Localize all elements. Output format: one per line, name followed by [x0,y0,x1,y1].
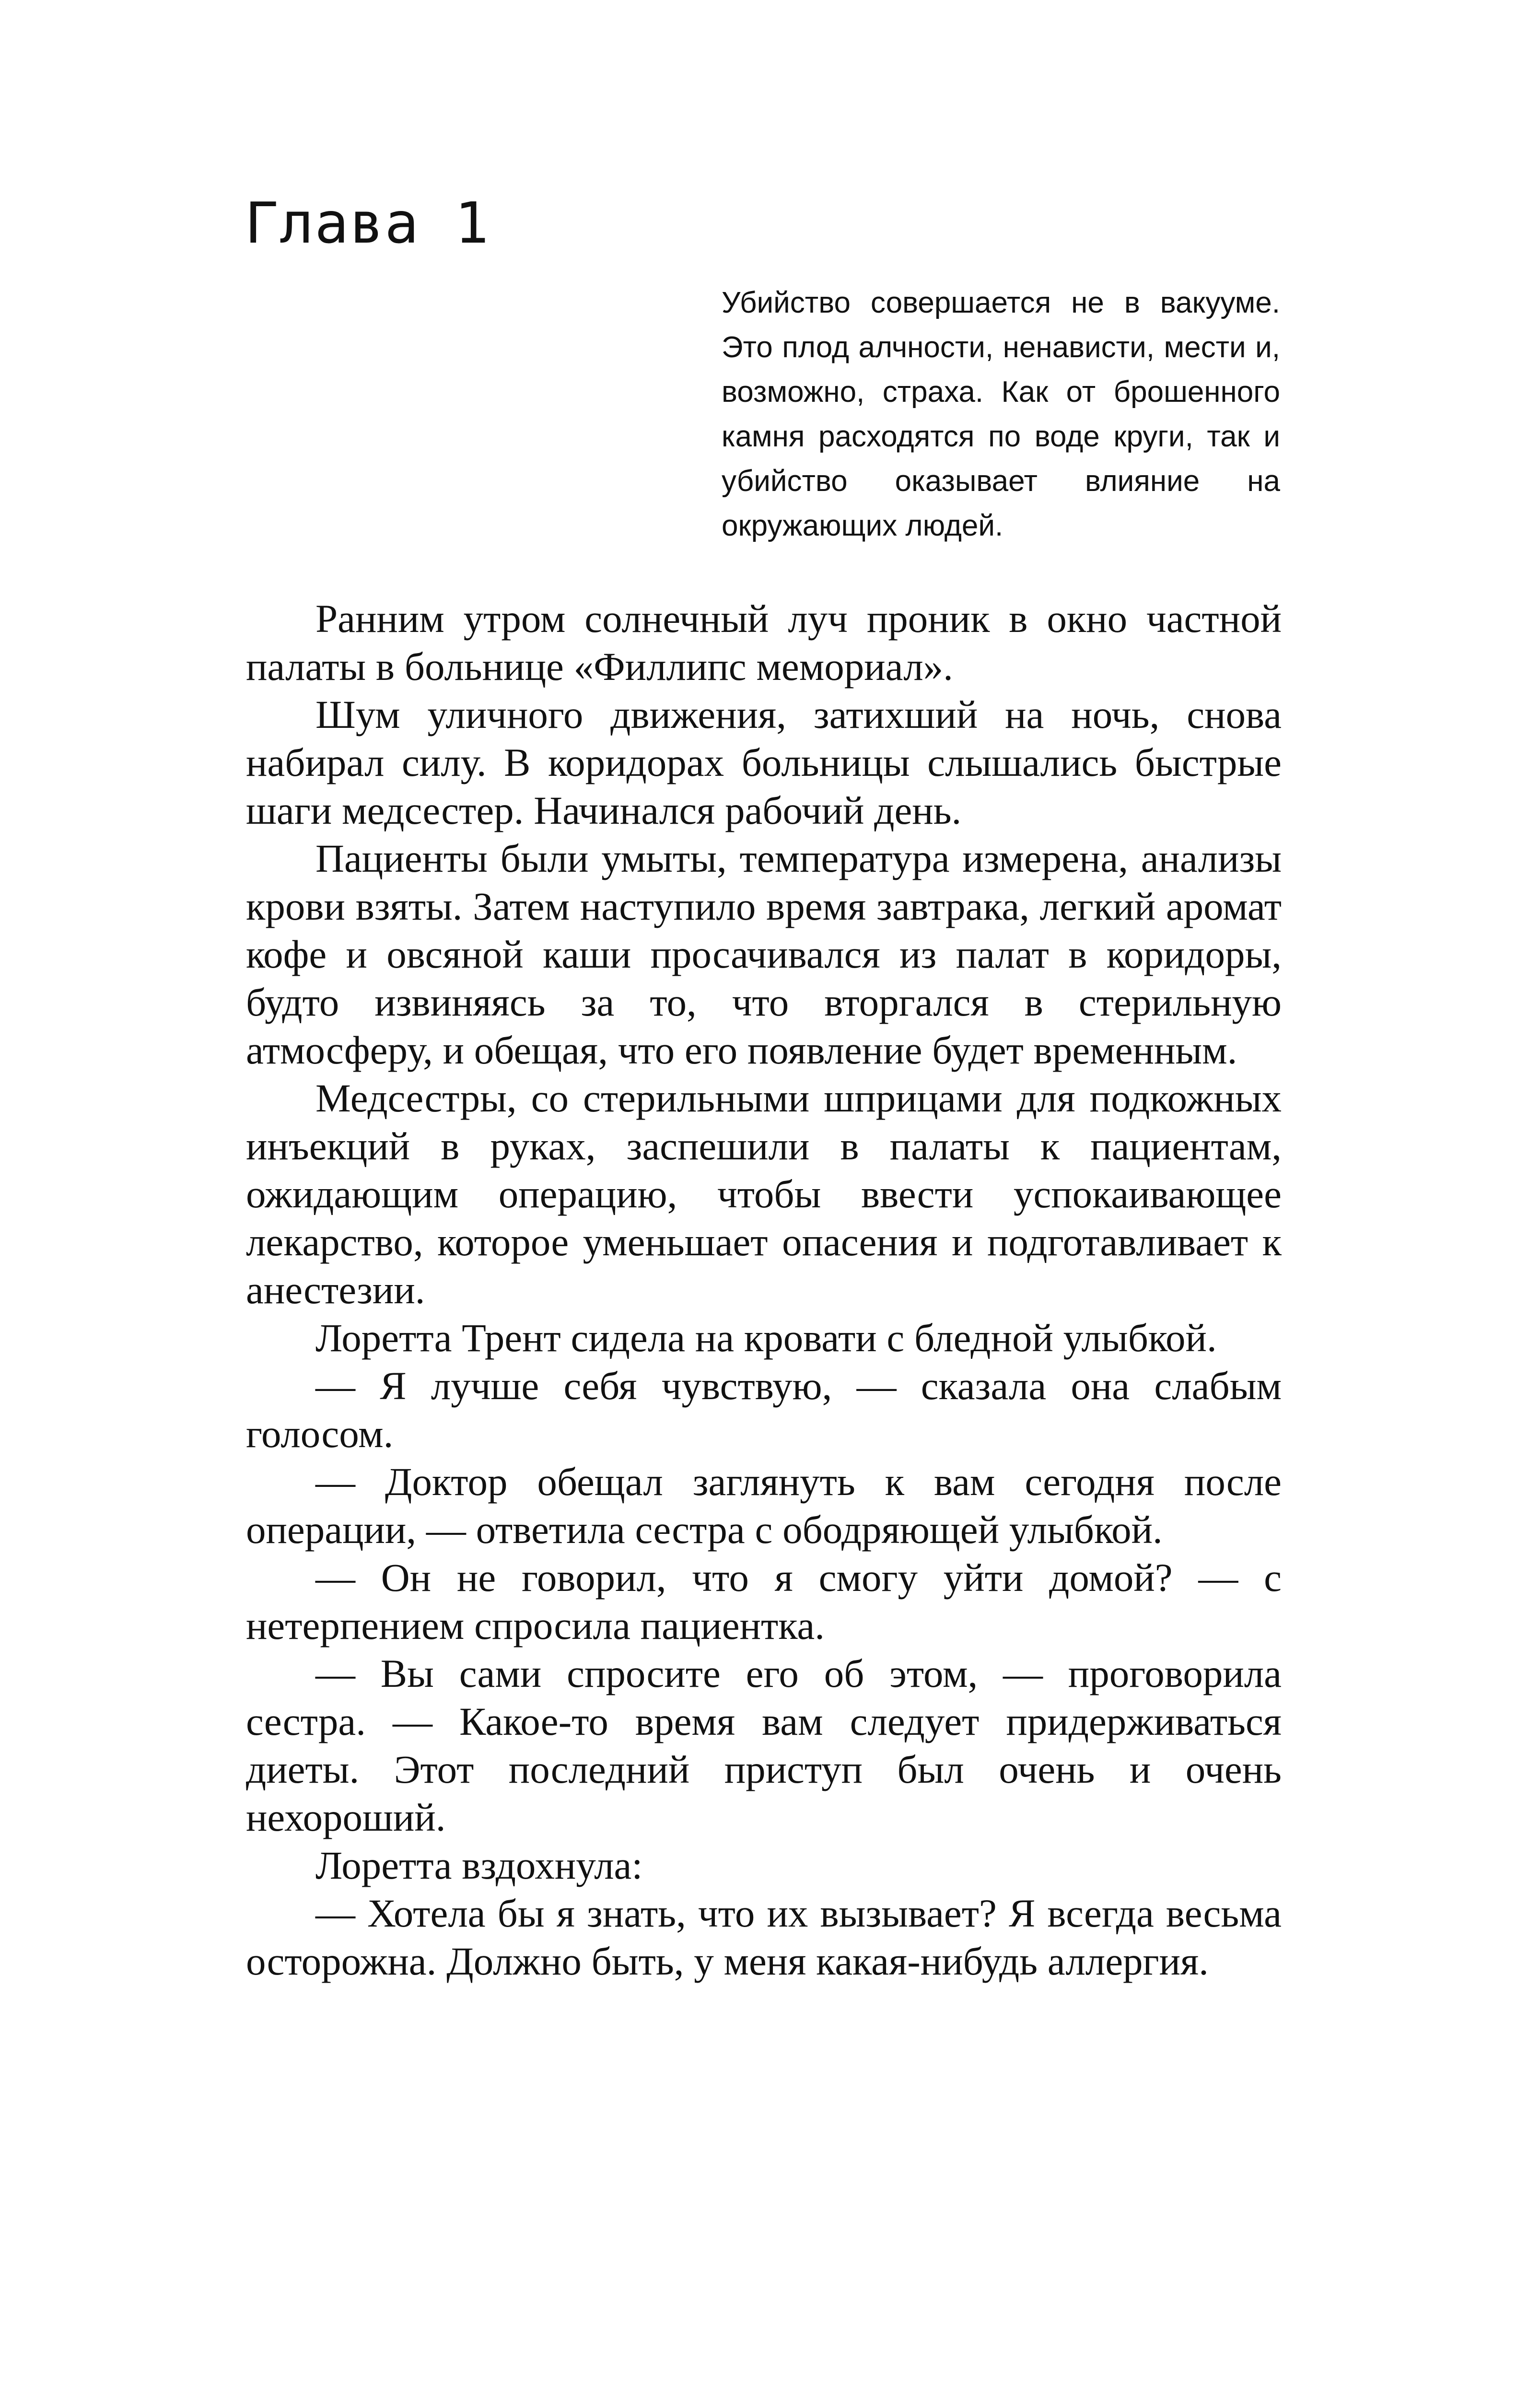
dialogue-paragraph: — Вы сами спросите его об этом, — проговорила сестра. — Какое-то время вам следует придерживаться диеты. Этот последний приступ был очень и очень нехороший. [246,1651,1282,1839]
paragraph: Пациенты были умыты, температура измерена, анализы крови взяты. Затем наступило время завтрака, легкий аромат кофе и овсяной каши просачивался из палат в коридоры, будто извиняясь за то, что вторгался в стерильную атмосферу, и обещая, что его появление будет временным. [246,836,1282,1072]
dialogue-paragraph: — Я лучше себя чувствую, — сказала она слабым голосом. [246,1364,1282,1456]
dialogue-paragraph: — Он не говорил, что я смогу уйти домой? — с нетерпением спросила пациентка. [246,1555,1282,1648]
paragraph: Медсестры, со стерильными шприцами для подкожных инъекций в руках, заспешили в палаты к пациентам, ожидающим операцию, чтобы ввести успокаивающее лекарство, которое уменьшает опасения и подготавливает к анестезии. [246,1076,1282,1312]
paragraph: Ранним утром солнечный луч проник в окно частной палаты в больнице «Филлипс мемориал». [246,596,1282,689]
dialogue-paragraph: — Доктор обещал заглянуть к вам сегодня после операции, — ответила сестра с ободряющей улыбкой. [246,1460,1282,1552]
chapter-title: Глава 1 [245,190,490,256]
paragraph: Шум уличного движения, затихший на ночь, снова набирал силу. В коридорах больницы слышались быстрые шаги медсестер. Начинался рабочий день. [246,692,1282,832]
paragraph: Лоретта вздохнула: [315,1843,643,1887]
paragraph: Лоретта Трент сидела на кровати с бледной улыбкой. [315,1316,1217,1360]
epigraph: Убийство совершается не в вакууме. Это плод алчности, ненависти, мести и, возможно, страха. Как от брошенного камня расходятся по воде круги, так и убийство оказывает влияние на окружающих людей. [722,286,1280,542]
dialogue-paragraph: — Хотела бы я знать, что их вызывает? Я всегда весьма осторожна. Должно быть, у меня какая-нибудь аллергия. [246,1891,1282,1983]
chapter-body [246,595,1282,1985]
